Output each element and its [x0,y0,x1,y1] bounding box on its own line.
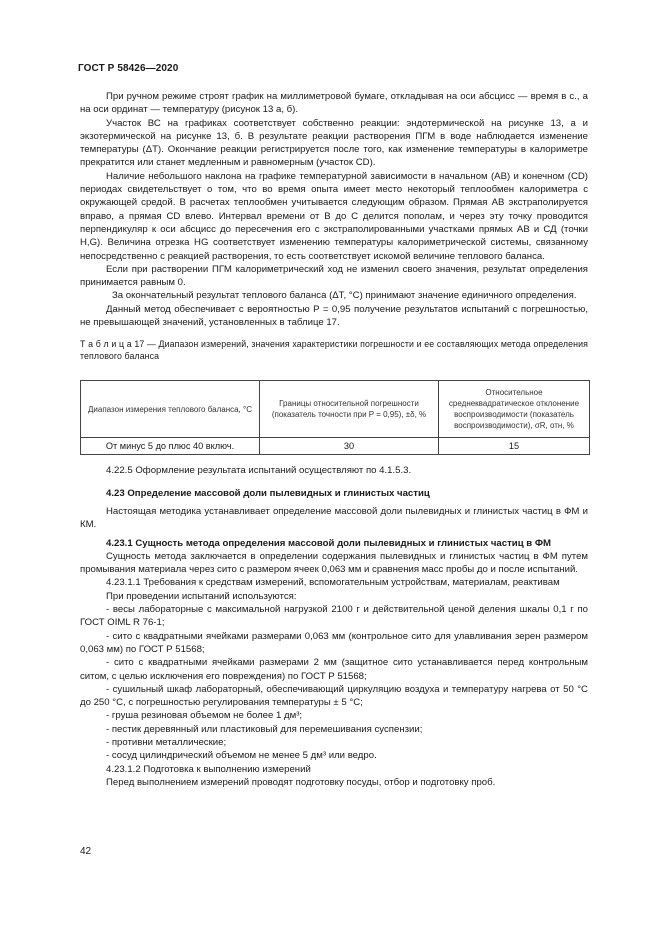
table-cell-reproducibility: 15 [439,438,590,455]
section-4-23-1-title: 4.23.1 Сущность метода определения массовой доли пылевидных и глинистых частиц в ФМ [106,537,552,549]
list-item: - груша резиновая объемом не более 1 дм³; [106,710,303,722]
list-item: - весы лабораторные с максимальной нагрузкой 2100 г и действительной ценой деления шкалы 0,1 г по ГОСТ OIML R 76-1; [80,604,588,629]
standard-header: ГОСТ Р 58426—2020 [78,63,179,74]
table-header-error-bounds: Границы относительной погрешности (показатель точности при P = 0,95), ±δ, % [260,381,439,438]
table-17 [80,380,590,455]
list-item: - противни металлические; [106,736,227,748]
table-caption: Т а б л и ц а 17 — Диапазон измерений, значения характеристики погрешности и ее составляющих метода определения теплового баланса [80,339,588,362]
section-4-23-1-2: 4.23.1.2 Подготовка к выполнению измерений [106,763,311,775]
table-cell-range: От минус 5 до плюс 40 включ. [81,438,260,455]
page-number: 42 [80,846,92,857]
section-4-23-title: 4.23 Определение массовой доли пылевидных и глинистых частиц [106,487,430,499]
list-item: - пестик деревянный или пластиковый для перемешивания суспензии; [106,723,423,735]
table-cell-error: 30 [260,438,439,455]
section-4-23-1-1: 4.23.1.1 Требования к средствам измерений, вспомогательным устройствам, материалам, реактивам [106,577,560,589]
list-item: - сушильный шкаф лабораторный, обеспечивающий циркуляцию воздуха и температуру нагрева от 50 °C до 250 °C, с погрешностью регулирования температуры ± 5 °C; [80,683,588,709]
section-4-23-1-text: Сущность метода заключается в определении содержания пылевидных и глинистых частиц в ФМ путем промывания материала через сито с размером ячеек 0,063 мм и сравнения масс пробы до и после испытаний. [80,550,588,576]
paragraph-bc-section: Участок ВС на графиках соответствует собственно реакции: эндотермической на рисунке 13, а и экзотермической на рисунке 13, б. В результате реакции растворения ПГМ в воде наблюдается изменение температуры (ΔT). Окончание реакции регистрируется после того, как изменение температуры в калориметре прекратится или станет медленным и равномерным (участок CD). [80,117,588,169]
list-item: - сито с квадратными ячейками размерами 0,063 мм (контрольное сито для улавливания зерен размером 0,063 мм) по ГОСТ Р 51568; [80,630,588,655]
table-row [81,438,590,455]
table-header-range: Диапазон измерения теплового баланса, °C [81,381,260,438]
table-header-row [81,381,590,438]
used-intro: При проведении испытаний используются: [106,590,297,602]
list-item: - сосуд цилиндрический объемом не менее 5 дм³ или ведро. [106,750,377,762]
document-body [80,90,588,789]
section-4-23-1-2-text: Перед выполнением измерений проводят подготовку посуды, отбор и подготовку проб. [106,776,496,788]
paragraph-final-result: За окончательный результат теплового баланса (ΔT, °C) принимают значение единичного определения. [112,290,577,302]
table-header-reproducibility: Относительное среднеквадратическое отклонение воспроизводимости (показатель воспроизводимости), σR, отн, % [439,381,590,438]
paragraph-probability: Данный метод обеспечивает с вероятностью P = 0,95 получение результатов испытаний с погрешностью, не превышающей значений, установленных в таблице 17. [80,303,588,329]
paragraph-zero-result: Если при растворении ПГМ калориметрический ход не изменил своего значения, результат определения принимается равным 0. [80,263,588,289]
list-item: - сито с квадратными ячейками размерами 2 мм (защитное сито устанавливается перед контрольным ситом, с целью исключения его повреждения) по ГОСТ Р 51568; [80,657,588,682]
section-4-23-text: Настоящая методика устанавливает определение массовой доли пылевидных и глинистых частиц в ФМ и КМ. [80,505,588,531]
section-4-22-5: 4.22.5 Оформление результата испытаний осуществляют по 4.1.5.3. [106,465,412,477]
paragraph-manual-mode: При ручном режиме строят график на миллиметровой бумаге, откладывая на оси абсцисс — время в с., а на оси ординат — температуру (рисунок 13 а, б). [80,91,588,116]
paragraph-heat-exchange: Наличие небольшого наклона на графике температурной зависимости в начальном (AB) и конечном (CD) периодах свидетельствует о том, что во время опыта имеет место некоторый теплообмен калориметра с окружающей средой. В расчетах теплообмен учитывается следующим образом. Прямая AB экстраполируется вправо, а прямая CD влево. Интервал времени от B до C делится пополам, и через эту точку проводится перпендикуляр к оси абсцисс до пересечения его с экстраполированными участками прямых АВ и СД (точки H,G). Величина отрезка HG соответствует изменению температуры калориметрической системы, связанному непосредственно с реакцией растворения, то есть соответствует искомой величине теплового баланса. [80,170,588,262]
